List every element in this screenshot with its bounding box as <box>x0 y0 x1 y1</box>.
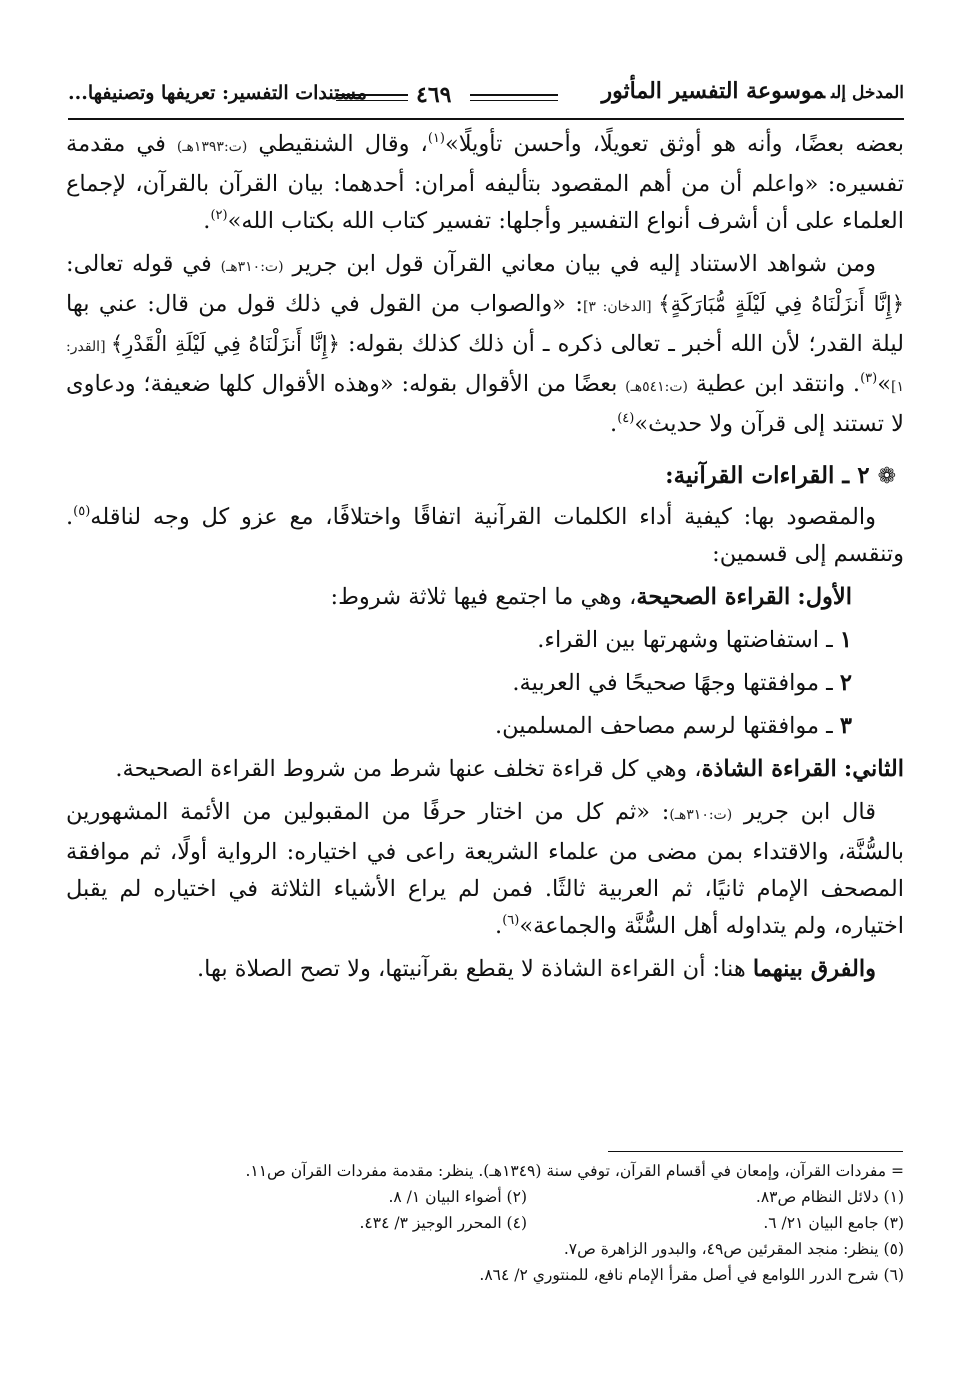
footnote-4: (٤) المحرر الوجيز ٣/ ٤٣٤. <box>359 1214 527 1232</box>
text: . وانتقد ابن عطية <box>688 371 861 397</box>
second-type <box>66 751 904 788</box>
death-date: (ت:١٣٩٣هـ) <box>176 139 248 155</box>
header-prefix: المدخل إلى <box>831 83 904 103</box>
text: . <box>203 208 211 234</box>
verse-reference: [القدر: ١] <box>66 339 904 395</box>
page-number: ٤٦٩ <box>416 82 452 108</box>
condition-1 <box>66 622 904 659</box>
footnote-ref: (٤) <box>617 411 635 426</box>
death-date: (ت:٣١٠هـ) <box>220 259 284 275</box>
header-rule <box>68 118 904 120</box>
paragraph-3 <box>66 499 904 573</box>
condition-number: ٢ <box>839 670 852 696</box>
difference-text: هنا: أن القراءة الشاذة لا يقطع بقرآنيتها، ولا تصح الصلاة بها. <box>196 956 753 982</box>
flower-ornament-icon: ❁ <box>877 464 896 489</box>
footnote-ref: (٣) <box>860 371 878 386</box>
header-book-title: موسوعة التفسير المأثور <box>601 78 825 104</box>
footnotes <box>150 1158 904 1288</box>
text: والمقصود بها: كيفية أداء الكلمات القرآنية اتفاقًا واختلافًا، مع عزو كل وجه لناقله <box>90 504 876 530</box>
second-label: الثاني: <box>843 756 904 782</box>
difference-paragraph <box>66 951 904 988</box>
section-heading-text: ٢ ـ القراءات القرآنية: <box>665 462 870 489</box>
paragraph-2 <box>66 246 904 443</box>
text: في مقدمة تفسيره: «واعلم أن من أهم المقصود بتأليفه أمران: أحدهما: بيان القرآن بالقرآن، لإجماع العلماء على أن أشرف أنواع التفسير وأجلها: تفسير كتاب الله بكتاب الله» <box>66 131 904 234</box>
text: في قوله تعالى: <box>66 251 221 277</box>
quran-verse: ﴿إِنَّا أَنزَلْنَاهُ فِي لَيْلَةِ الْقَدْرِ﴾ <box>110 332 340 356</box>
footnote-separator <box>608 1151 903 1152</box>
text: » <box>877 371 891 397</box>
footnote-row <box>150 1210 904 1236</box>
condition-number: ٣ <box>839 713 852 739</box>
condition-number: ١ <box>839 627 852 653</box>
condition-3 <box>66 708 904 745</box>
death-date: (ت:٣١٠هـ) <box>669 807 733 823</box>
footnote-ref: (١) <box>427 131 445 146</box>
second-name: القراءة الشاذة <box>701 756 837 782</box>
footnote-5: (٥) ينظر: منجد المقرئين ص٤٩، والبدور الزاهرة ص٧. <box>563 1240 904 1258</box>
text: . <box>610 411 618 437</box>
first-label: الأول: <box>797 584 852 610</box>
text: بعضه بعضًا، وأنه هو أوثق تعويلًا، وأحسن تأويلًا» <box>444 131 904 157</box>
text: ، وقال الشنقيطي <box>247 131 428 157</box>
text: ومن شواهد الاستناد إليه في بيان معاني القرآن قول ابن جرير <box>283 251 876 277</box>
page-header <box>68 60 904 120</box>
footnote-ref: (٢) <box>210 208 228 223</box>
paragraph-4 <box>66 794 904 945</box>
header-ornament-right <box>470 94 558 101</box>
death-date: (ت:٥٤١هـ) <box>625 379 689 395</box>
footnote-1: (١) دلائل النظام ص٨٣. <box>755 1188 904 1206</box>
running-section-title: مستندات التفسير: تعريفها وتصنيفها... <box>68 82 367 104</box>
text: قال ابن جرير <box>732 799 876 825</box>
running-book-title <box>602 78 904 104</box>
text: . <box>495 913 503 939</box>
text: بعضًا من الأقوال بقوله: «وهذه الأقوال كلها ضعيفة؛ ودعاوى لا تستند إلى قرآن ولا حديث» <box>66 371 904 437</box>
first-type <box>66 579 904 616</box>
footnote-continuation: = مفردات القرآن، وإمعان في أقسام القرآن، توفي سنة (١٣٤٩هـ). ينظر: مقدمة مفردات القرآن ص١١. <box>245 1162 904 1180</box>
first-rest: ، وهي ما اجتمع فيها ثلاثة شروط: <box>330 584 637 610</box>
condition-2 <box>66 665 904 702</box>
section-heading <box>66 457 904 495</box>
condition-text: ـ موافقتها وجهًا صحيحًا في العربية. <box>512 670 840 696</box>
footnote-ref: (٥) <box>73 504 91 519</box>
footnote-6: (٦) شرح الدرر اللوامع في أصل مقرأ الإمام نافع، للمنتوري ٢/ ٨٦٤. <box>479 1266 904 1284</box>
footnote-ref: (٦) <box>502 913 520 928</box>
verse-reference: [الدخان: ٣] <box>582 299 659 315</box>
text: . وتنقسم إلى قسمين: <box>66 504 904 567</box>
first-name: القراءة الصحيحة <box>636 584 791 610</box>
text: : «والصواب من القول في ذلك قول من قال: عني بها ليلة القدر؛ لأن الله أخبر ـ تعالى ذكره ـ أن ذلك كذلك بقوله: <box>66 291 904 357</box>
quran-verse: ﴿إِنَّا أَنزَلْنَاهُ فِي لَيْلَةٍ مُّبَارَكَةٍ﴾ <box>658 292 904 316</box>
footnote-2: (٢) أضواء البيان ١/ ٨. <box>388 1188 527 1206</box>
footnote-row <box>150 1184 904 1210</box>
condition-text: ـ استفاضتها وشهرتها بين القراء. <box>537 627 840 653</box>
difference-label: والفرق بينهما <box>752 956 876 982</box>
condition-text: ـ موافقتها لرسم مصاحف المسلمين. <box>495 713 840 739</box>
text: : «ثم كل من اختار حرفًا من المقبولين من الأئمة المشهورين بالسُّنَّة، والاقتداء بمن مضى من علماء الشريعة راعى في اختياره: الرواية أولًا، ثم موافقة المصحف الإمام ثانيًا، ثم العربية ثالثًا. فمن لم يراع الأشياء الثلاثة في اختياره لم يقبل اختياره، ولم يتداوله أهل السُّنَّة والجماعة» <box>66 799 904 939</box>
main-text <box>66 126 904 994</box>
second-rest: ، وهي كل قراءة تخلف عنها شرط من شروط القراءة الصحيحة. <box>115 756 702 782</box>
footnote-3: (٣) جامع البيان ٢١/ ٦. <box>763 1214 904 1232</box>
paragraph-1 <box>66 126 904 240</box>
